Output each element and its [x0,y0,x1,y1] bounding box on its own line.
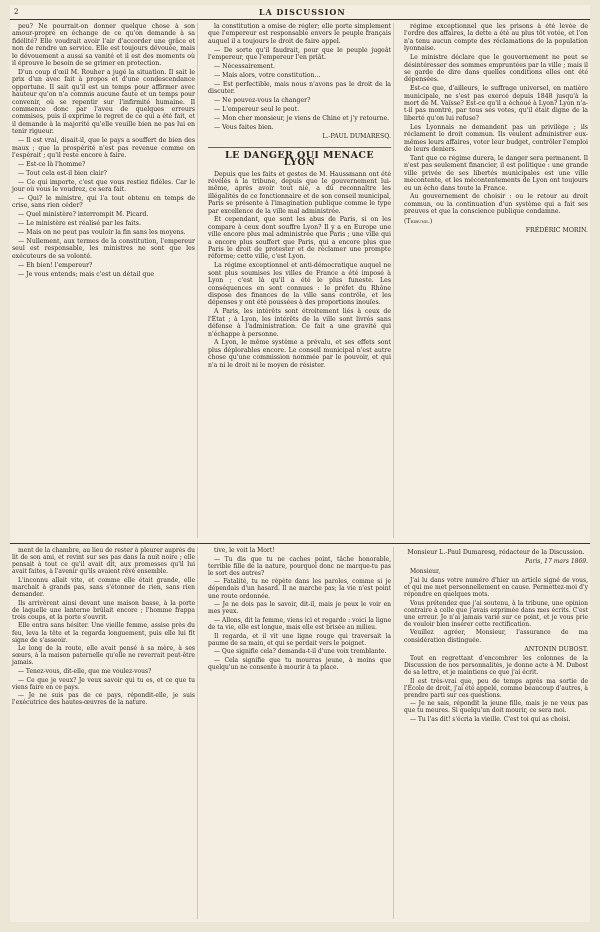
signature-dumaresq: L.-PAUL DUMARESQ. [322,133,391,141]
paragraph: J'ai lu dans votre numéro d'hier un article signé de vous, et qui me met personnellement en cause. Permettez-moi d'y répondre en quelques mots. [404,576,588,598]
column-1 [10,23,198,538]
paragraph: régime exceptionnel que les prisons à été levée de l'ordre des affaires, la dette a été au plus tôt votée, et l'on n'a tenu aucun compte des réclamations de la population lyonnaise. [404,23,588,53]
article-headline: LE DANGER QUI MENACE LYON [208,147,391,167]
page-number: 2 [14,8,19,16]
paragraph: — Est perfectible, mais nous n'avons pas le droit de la discuter. [208,80,391,96]
paragraph: Ils arrivèrent ainsi devant une maison basse, à la porte de laquelle une lanterne brûlait encore ; l'homme frappa trois coups, et la porte s'ouvrit. [12,599,195,621]
paragraph: — Mais on ne peut pas vouloir la fin sans les moyens. [18,229,186,237]
paragraph: — Je vous entends; mais c'est un détail que [18,270,154,278]
paragraph: Veuillez agréer, Monsieur, l'assurance de ma considération distinguée. [404,629,588,644]
paragraph: Il regarda, et il vit une ligne rouge qui traversait la paume de sa main, et qui se perdait vers le poignet. [208,632,391,647]
paragraph: la constitution a omise de régler; elle porte simplement que l'empereur est responsable envers le peuple français auquel il a toujours le droit de faire appel. [208,23,391,45]
paragraph: — Mon cher monsieur, je viens de Chine et j'y retourne. [214,114,390,122]
paragraph: — Nécessairement. [214,63,275,71]
paragraph: — Je ne suis pas de ce pays, répondit-elle, je suis l'exécutrice des hautes-œuvres de la nature. [12,692,195,707]
paragraph: — Ce que je veux? Je veux savoir qui tu es, et ce que tu viens faire en ce pays. [12,676,195,691]
paragraph: A Paris, les intérêts sont étroitement liés à ceux de l'État ; à Lyon, les intérêts de la ville sont livrés sans défense à l'administration. Ce fait a une gravité qui n'échappe à personne. [208,308,391,338]
paragraph: Les Lyonnais ne demandent pas un privilège ; ils réclament le droit commun. Ils veulent administrer eux-mêmes leurs affaires, voter leur budget, contrôler l'emploi de leurs deniers. [404,123,588,153]
paragraph: — Quel ministère? interrompit M. Picard. [18,211,149,219]
paragraph: — Ne pouvez-vous la changer? [214,97,311,105]
paragraph: La régime exceptionnel et anti-démocratique auquel ne sont plus soumises les villes de France a été imposé à Lyon ; c'est là qu'il a été le plus funeste. Les conséquences en sont connues : le préfet du Rhône dispose des finances de la ville sans contrôle, et les dépenses y ont été poussées à des proportions inouïes. [208,262,391,307]
signature-morin: FRÉDÉRIC MORIN. [525,227,588,235]
paragraph: Au gouvernement de choisir : ou le retour au droit commun, ou la continuation d'un système qui a fait ses preuves et que la conscience publique condamne. [404,193,588,216]
letter-address: Monsieur L.-Paul Dumaresq, rédacteur de la Discussion. [407,549,585,556]
paragraph: Vous prétendez que j'ai soutenu, à la tribune, une opinion contraire à celle que j'avais exprimée dans mes écrits. C'est une erreur. Je n'ai jamais varié sur ce point, et je vous prie de vouloir bien insérer cette rectification. [404,599,588,628]
paragraph: Il est très-vrai que, peu de temps après ma sortie de l'École de droit, j'ai été appelé, comme beaucoup d'autres, à prendre parti sur ces questions. [404,677,588,699]
paragraph: — Qui? le ministre, qui l'a tout obtenu en temps de crise, sans rien céder? [12,194,195,210]
letter-date: Paris, 17 mars 1869. [525,558,588,566]
paragraph: Le long de la route, elle avait pensé à sa mère, à ses sœurs, à la maison paternelle qu'elle ne reverrait peut-être jamais. [12,645,195,667]
main-columns [10,23,590,538]
paragraph: Depuis que les faits et gestes de M. Haussmann ont été révélés à la tribune, depuis que le gouvernement lui-même, après avoir tout nié, a dû reconnaître les illégalités de ce fonctionnaire et de son conseil municipal, Paris se présente à l'imagination publique comme le type par excellence de la ville mal administrée. [208,170,391,215]
paragraph: — L'empereur seul le peut. [214,106,300,114]
signature-dubost: ANTONIN DUBOST. [524,645,588,653]
paragraph: — Eh bien! l'empereur? [18,261,93,269]
source-tribune: (Tribune.) [404,217,433,225]
paragraph: — Je ne dois pas le savoir, dit-il, mais je peux le voir en mes yeux. [208,601,391,616]
paragraph: — Tu l'as dit! s'écria la vieille. C'est toi qui as choisi. [410,715,571,723]
paragraph: A Lyon, le même système a prévalu, et ses effets sont plus déplorables encore. Le conseil municipal n'est autre chose qu'une commission nommée par le pouvoir, et qui n'a ni le droit ni le moyen de résister. [208,339,391,369]
feuilleton-column-1 [10,547,198,919]
paragraph: — Que signifie cela? demanda-t-il d'une voix tremblante. [214,648,387,656]
paragraph: Est-ce que, d'ailleurs, le suffrage universel, en matière municipale, ne s'est pas exercé depuis 1848 jusqu'à la mort de M. Vaïsse? Est-ce qu'il a échoué à Lyon? Lyon n'a-t-il pas montré, par tous ses votes, qu'il était digne de la liberté qu'on lui refuse? [404,85,588,122]
paragraph: — Tout cela est-il bien clair? [18,169,108,177]
feuilleton-columns [10,547,590,919]
paragraph: — Fatalité, tu ne répète dans les paroles, comme si je dépendais d'un hasard. Il ne marche pas; la vie n'est point une route ordonnée. [208,578,391,600]
paragraph: L'inconnu allait vite, et comme elle était grande, elle marchait à grands pas, sans s'étonner de rien, sans rien demander. [12,576,195,599]
paragraph: Tout en regrettant d'encombrer les colonnes de la Discussion de nos personnalités, je donne acte à M. Dubost de sa lettre, et je maintiens ce que j'ai écrit. [404,654,588,676]
paragraph: Et cependant, que sont les abus de Paris, si on les compare à ceux dont souffre Lyon? Il y a en Europe une ville encore plus mal administrée que Paris ; une ville qui a encore plus souffert que Paris, qui a encore plus que Paris le droit de protester et de réclamer une prompte réforme; cette ville, c'est Lyon. [208,216,391,261]
column-3 [402,23,590,538]
newspaper-page [10,5,590,922]
paragraph: — Il est vrai, disait-il, que le pays a souffert de bien des maux ; que la prospérité n'est pas revenue comme on l'espérait ; qu'il reste encore à faire. [12,137,195,159]
paragraph: Elle entra sans hésiter. Une vieille femme, assise près du feu, leva la tête et la regarda longuement, puis elle lui fit signe de s'asseoir. [12,622,195,644]
paragraph: — Vous faites bien. [214,123,274,131]
paragraph: D'un coup d'œil M. Rouher a jugé la situation. Il sait le prix d'un avec fait à propos et d'une condescendance opportune. Il sait qu'il est un temps pour affirmer avec hauteur qu'on n'a commis aucune faute et un temps pour convenir, où se repentir sur l'infirmité humaine. Il commence donc par l'aveu de quelques erreurs commises, puis il exprime le regret de ce qui a été fait, et il demande à la majorité qu'elle veuille bien ne pas lui en tenir rigueur. [12,68,195,136]
paragraph: — De sorte qu'il faudrait, pour que le peuple jugeât l'empereur, que l'empereur l'en priât. [208,46,391,62]
paragraph: — Tenez-vous, dit-elle, que me voulez-vous? [18,668,152,675]
paragraph: — Cela signifie que tu mourras jeune, à moins que quelqu'un ne consente à mourir à ta place. [208,656,391,671]
paragraph: Le ministre déclare que le gouvernement ne peut se désintéresser des sommes empruntées par la ville ; mais il se garde de dire dans quelles conditions elles ont été dépensées. [404,54,588,84]
paragraph: Tant que ce régime durera, le danger sera permanent. Il n'est pas seulement financier, il est politique : une grande ville privée de ses libertés municipales est une ville mécontente, et les mécontentements de Lyon ont toujours eu un écho dans toute la France. [404,154,588,192]
column-2 [206,23,394,538]
paragraph: ment de la chambre, au lieu de rester à pleurer auprès du lit de son ami, et revint sur ses pas dans la nuit noire ; elle pensait à tout ce qu'il avait dit, aux promesses qu'il lui avait faites, à l'avenir qu'ils avaient rêvé ensemble. [12,547,195,576]
page-header [10,5,590,20]
paragraph: tive, le voit la Mort! [214,547,275,554]
paragraph: — Tu dis que tu ne caches point, tâche honorable, terrible fille de la nature, pourquoi donc ne marque-tu pas le sort des autres? [208,555,391,577]
paragraph: — Le ministère est réalisé par les faits. [18,220,141,228]
paragraph: — Ce qui importe, c'est que vous restiez fidèles. Car le jour où vous le voudrez, ce sera fait. [12,178,195,194]
paragraph: Monsieur, [410,568,441,576]
letter-column [402,547,590,919]
paragraph: — Allons, dit la femme, viens ici et regarde : voici la ligne de ta vie, elle est longue, mais elle est brisée au milieu. [208,616,391,631]
paragraph: peu? Ne pourrait-on donner quelque chose à son amour-propre en échange de ce qu'on demande à sa fidélité? Elle voudrait avoir l'air d'accorder une grâce et non de rendre un service. Elle est toujours dévouée, mais le dévouement a aussi sa vanité et il est des moments où il éprouve le besoin de se grimer en protection. [12,23,195,68]
feuilleton-column-2 [206,547,394,919]
feuilleton-rule [10,543,590,544]
paragraph: — Je ne sais, répondit la jeune fille, mais je ne veux pas que tu meures. Si quelqu'un doit mourir, ce sera moi. [404,700,588,715]
paragraph: — Nullement, aux termes de la constitution, l'empereur seul est responsable, les ministres ne sont que les exécuteurs de sa volonté. [12,237,195,260]
newspaper-title: LA DISCUSSION [258,7,346,17]
paragraph: — Est-ce là l'homme? [18,160,86,168]
paragraph: — Mais alors, votre constitution... [214,71,321,79]
